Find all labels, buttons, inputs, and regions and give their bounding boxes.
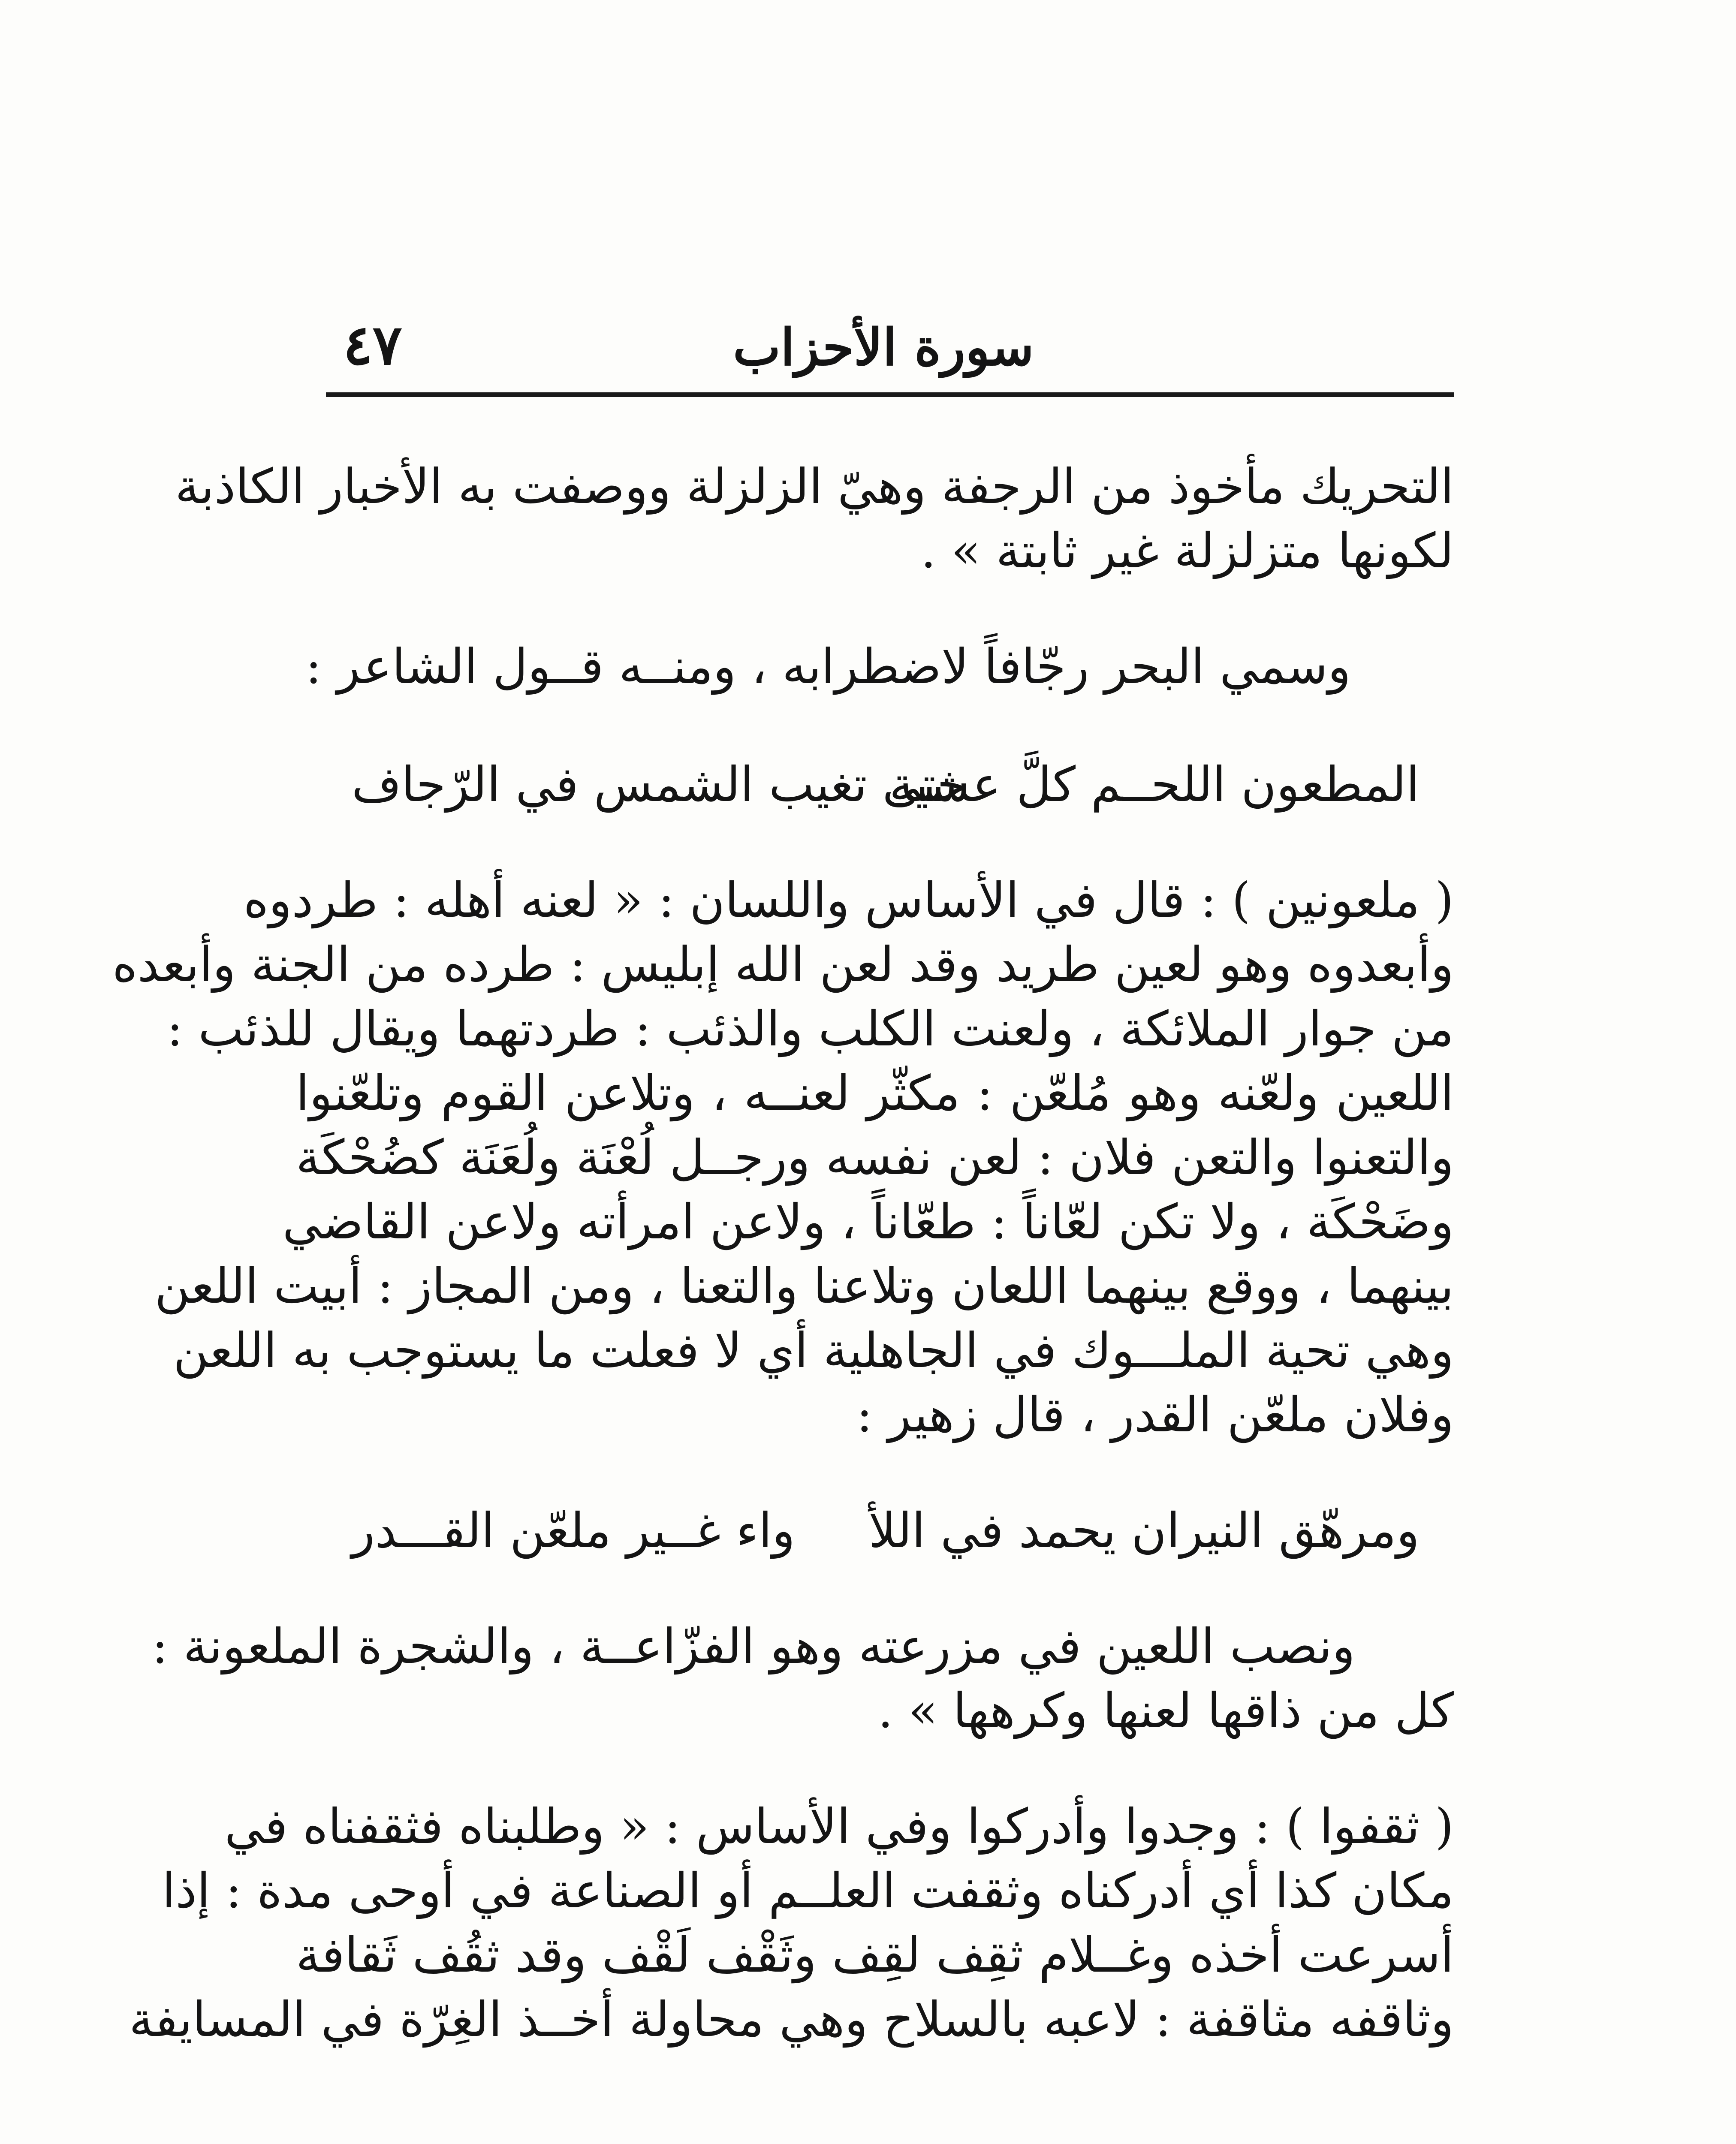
text-line: وثاقفه مثاقفة : لاعبه بالسلاح وهي محاولة أخــذ الغِرّة في المسايفة xyxy=(129,1992,1454,2048)
text-line: ( ثقفوا ) : وجدوا وأدركوا وفي الأساس : « وطلبناه فثقفناه في xyxy=(224,1799,1454,1855)
text-line: التحريك مأخوذ من الرجفة وهيّ الزلزلة ووصفت به الأخبار الكاذبة xyxy=(175,459,1454,515)
verse-hemistich-first: ومرهّق النيران يحمد في اللأ xyxy=(868,1503,1420,1559)
text-line: ( ملعونين ) : قال في الأساس واللسان : « لعنه أهله : طردوه xyxy=(243,873,1454,928)
text-line: والتعنوا والتعن فلان : لعن نفسه ورجــل لُعْنَة ولُعَنَة كضُحْكَة xyxy=(296,1130,1454,1186)
text-line: وفلان ملعّن القدر ، قال زهير : xyxy=(856,1387,1454,1443)
text-line: مكان كذا أي أدركناه وثقفت العلــم أو الصناعة في أوحى مدة : إذا xyxy=(162,1863,1454,1919)
verse-hemistich-second: حتى تغيب الشمس في الرّجاف xyxy=(352,757,967,813)
page-number: ٤٧ xyxy=(343,313,402,377)
text-line: وسمي البحر رجّافاً لاضطرابه ، ومنــه قــول الشاعر : xyxy=(305,639,1351,695)
text-line: وضَحْكَة ، ولا تكن لعّاناً : طعّاناً ، ولاعن امرأته ولاعن القاضي xyxy=(282,1194,1454,1250)
text-line: وهي تحية الملـــوك في الجاهلية أي لا فعلت ما يستوجب به اللعن xyxy=(173,1323,1454,1379)
text-line: ونصب اللعين في مزرعته وهو الفزّاعــة ، والشجرة الملعونة : xyxy=(151,1619,1355,1674)
page-header xyxy=(317,300,1450,386)
text-line: لكونها متزلزلة غير ثابتة » . xyxy=(920,523,1454,579)
text-line: اللعين ولعّنه وهو مُلعّن : مكثّر لعنــه ، وتلاعن القوم وتلعّنوا xyxy=(296,1066,1454,1121)
verse-hemistich-first: المطعون اللحــم كلَّ عشية xyxy=(889,757,1420,813)
running-title: سورة الأحزاب xyxy=(733,317,1034,377)
text-line: أسرعت أخذه وغــلام ثقِف لقِف وثَقْف لَقْف وقد ثقُف ثَقافة xyxy=(296,1927,1454,1983)
text-line: من جوار الملائكة ، ولعنت الكلب والذئب : طردتهما ويقال للذئب : xyxy=(166,1001,1454,1057)
text-line: بينهما ، ووقع بينهما اللعان وتلاعنا والتعنا ، ومن المجاز : أبيت اللعن xyxy=(154,1259,1454,1314)
text-line: وأبعدوه وهو لعين طريد وقد لعن الله إبليس : طرده من الجنة وأبعده xyxy=(112,937,1454,993)
text-line: كل من ذاقها لعنها وكرهها » . xyxy=(877,1683,1454,1739)
header-rule xyxy=(326,392,1454,397)
verse-hemistich-second: واء غــير ملعّن القـــدر xyxy=(352,1503,796,1559)
